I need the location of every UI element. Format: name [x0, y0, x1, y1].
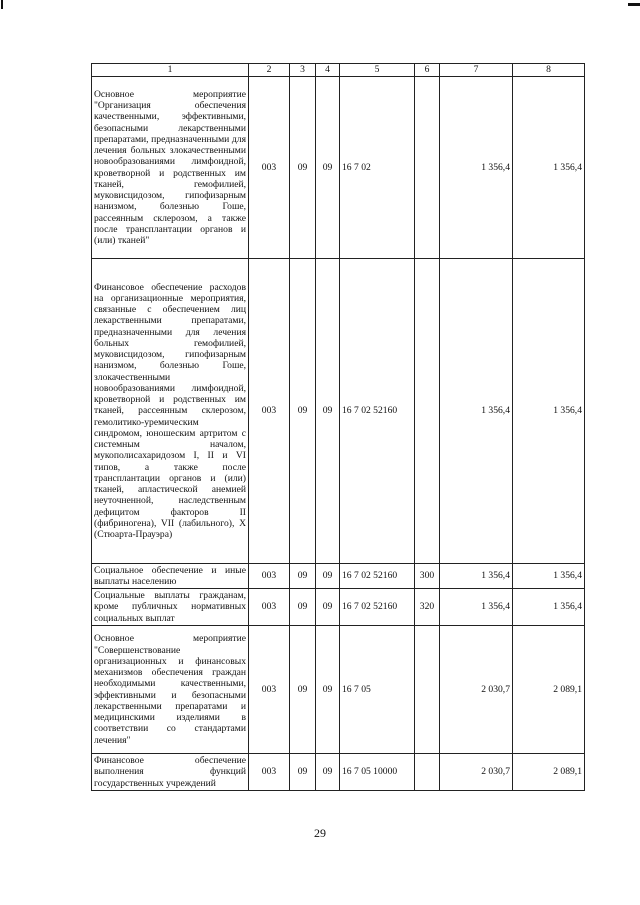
cell-amount-year2: 1 356,4 — [513, 564, 585, 589]
cell-section: 09 — [290, 564, 316, 589]
cell-amount-year2: 2 089,1 — [513, 626, 585, 754]
cell-amount-year1: 1 356,4 — [440, 564, 513, 589]
cell-amount-year2: 1 356,4 — [513, 259, 585, 564]
table-row — [92, 259, 585, 564]
table-row — [92, 589, 585, 626]
cell-expense-type — [415, 259, 440, 564]
header-cell: 5 — [340, 64, 415, 77]
cell-expense-type — [415, 626, 440, 754]
cell-amount-year1: 1 356,4 — [440, 77, 513, 259]
cell-section: 09 — [290, 754, 316, 791]
cell-amount-year2: 2 089,1 — [513, 754, 585, 791]
cell-amount-year1: 1 356,4 — [440, 259, 513, 564]
row-description: Социальное обеспечение и иные выплаты населению — [92, 564, 249, 589]
cell-subsection: 09 — [316, 626, 340, 754]
scan-edge-mark-right — [628, 3, 640, 6]
row-description: Социальные выплаты гражданам, кроме публичных нормативных социальных выплат — [92, 589, 249, 626]
row-description: Финансовое обеспечение расходов на организационные мероприятия, связанные с обеспечением лиц лекарственными препаратами, предназначенными для лечения больных гемофилией, муковисцидозом, гипофизарным нанизмом, болезнью Гоше, злокачественными новообразованиями лимфоидной, кроветворной и родственных им тканей, рассеянным склерозом, гемолитико-уремическим синдромом, юношеским артритом с системным началом, мукополисахаридозом I, II и VI типов, а также после трансплантации органов и (или) тканей, апластической анемией неуточненной, наследственным дефицитом факторов II (фибриногена), VII (лабильного), X (Стюарта-Прауэра) — [92, 259, 249, 564]
budget-table — [91, 63, 585, 791]
cell-target-article: 16 7 05 — [340, 626, 415, 754]
cell-subsection: 09 — [316, 259, 340, 564]
cell-expense-type: 300 — [415, 564, 440, 589]
cell-section: 09 — [290, 589, 316, 626]
cell-expense-type: 320 — [415, 589, 440, 626]
row-description: Основное мероприятие "Организация обеспечения качественными, эффективными, безопасными лекарственными препаратами, предназначенными для лечения больных злокачественными новообразованиями лимфоидной, кроветворной и родственных им тканей, гемофилией, муковисцидозом, гипофизарным нанизмом, болезнью Гоше, рассеянным склерозом, а также после трансплантации органов и (или) тканей" — [92, 77, 249, 259]
header-cell: 3 — [290, 64, 316, 77]
header-cell: 1 — [92, 64, 249, 77]
header-cell: 8 — [513, 64, 585, 77]
cell-amount-year1: 1 356,4 — [440, 589, 513, 626]
cell-target-article: 16 7 02 52160 — [340, 564, 415, 589]
cell-amount-year1: 2 030,7 — [440, 626, 513, 754]
cell-expense-type — [415, 77, 440, 259]
row-description: Основное мероприятие "Совершенствование организационных и финансовых механизмов обеспечения граждан необходимыми качественными, эффективными и безопасными лекарственными препаратами и медицинскими изделиями в соответствии со стандартами лечения" — [92, 626, 249, 754]
budget-table-container — [91, 63, 584, 791]
cell-target-article: 16 7 02 — [340, 77, 415, 259]
cell-expense-type — [415, 754, 440, 791]
table-header-row — [92, 64, 585, 77]
cell-subsection: 09 — [316, 754, 340, 791]
header-cell: 7 — [440, 64, 513, 77]
cell-ministry-code: 003 — [249, 564, 290, 589]
cell-target-article: 16 7 05 10000 — [340, 754, 415, 791]
table-row — [92, 754, 585, 791]
table-row — [92, 77, 585, 259]
page-number: 29 — [314, 826, 326, 840]
header-cell: 4 — [316, 64, 340, 77]
header-cell: 2 — [249, 64, 290, 77]
row-description: Финансовое обеспечение выполнения функций государственных учреждений — [92, 754, 249, 791]
cell-subsection: 09 — [316, 77, 340, 259]
header-cell: 6 — [415, 64, 440, 77]
scan-edge-mark-left — [1, 0, 3, 9]
cell-section: 09 — [290, 77, 316, 259]
table-row — [92, 626, 585, 754]
cell-subsection: 09 — [316, 589, 340, 626]
cell-ministry-code: 003 — [249, 626, 290, 754]
cell-section: 09 — [290, 626, 316, 754]
cell-amount-year2: 1 356,4 — [513, 77, 585, 259]
cell-subsection: 09 — [316, 564, 340, 589]
cell-ministry-code: 003 — [249, 754, 290, 791]
cell-target-article: 16 7 02 52160 — [340, 259, 415, 564]
cell-section: 09 — [290, 259, 316, 564]
table-row — [92, 564, 585, 589]
cell-amount-year2: 1 356,4 — [513, 589, 585, 626]
cell-ministry-code: 003 — [249, 259, 290, 564]
cell-target-article: 16 7 02 52160 — [340, 589, 415, 626]
cell-ministry-code: 003 — [249, 589, 290, 626]
cell-amount-year1: 2 030,7 — [440, 754, 513, 791]
cell-ministry-code: 003 — [249, 77, 290, 259]
